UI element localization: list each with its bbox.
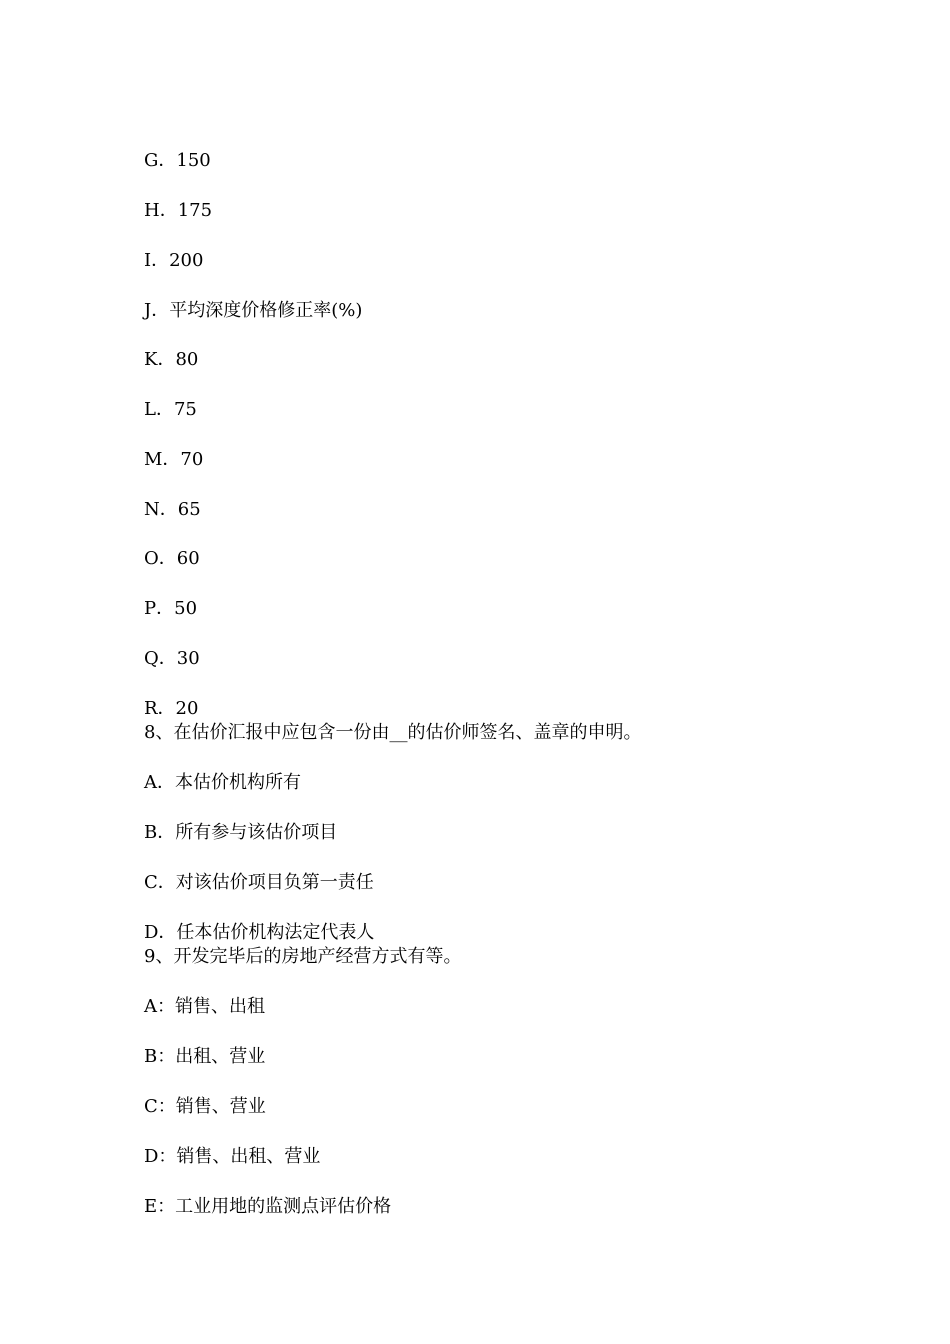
option-g: G．150 xyxy=(144,150,211,171)
option-h: H．175 xyxy=(144,200,213,221)
option-o: O．60 xyxy=(144,548,200,569)
question-9: 9、开发完毕后的房地产经营方式有等。 xyxy=(144,946,462,967)
option-n: N．65 xyxy=(144,499,201,520)
option-i: I．200 xyxy=(144,250,204,271)
option-k: K．80 xyxy=(144,349,199,370)
option-j: J．平均深度价格修正率(%) xyxy=(144,300,363,321)
q8-option-c: C．对该估价项目负第一责任 xyxy=(144,872,374,893)
q8-option-a: A．本估价机构所有 xyxy=(144,772,301,793)
option-p: P．50 xyxy=(144,598,198,619)
option-l: L．75 xyxy=(144,399,197,420)
option-m: M．70 xyxy=(144,449,204,470)
q9-option-a: A：销售、出租 xyxy=(144,996,265,1017)
q9-option-d: D：销售、出租、营业 xyxy=(144,1146,321,1167)
option-r: R．20 xyxy=(144,698,199,719)
q8-option-b: B．所有参与该估价项目 xyxy=(144,822,338,843)
q9-option-c: C：销售、营业 xyxy=(144,1096,266,1117)
question-8: 8、在估价汇报中应包含一份由__的估价师签名、盖章的申明。 xyxy=(144,722,642,743)
option-q: Q．30 xyxy=(144,648,200,669)
q9-option-b: B：出租、营业 xyxy=(144,1046,266,1067)
q8-option-d: D．任本估价机构法定代表人 xyxy=(144,922,375,943)
q9-option-e: E：工业用地的监测点评估价格 xyxy=(144,1196,392,1217)
